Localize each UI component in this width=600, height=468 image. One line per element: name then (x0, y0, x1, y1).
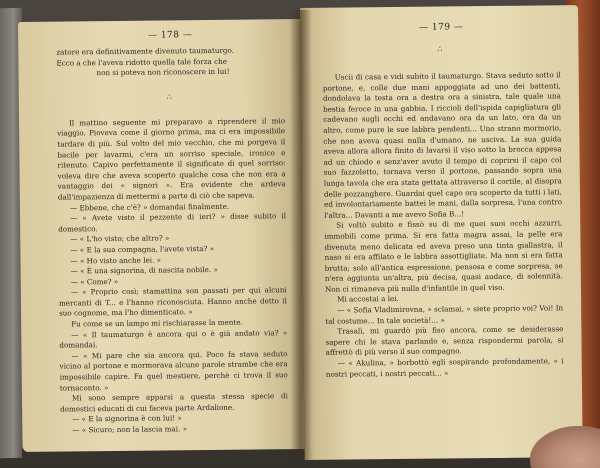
paragraph: — « Mi pare che sia ancora qui. Poco fa stava seduto vicino al portone e mormorava alcune parole strambe che era impossibile capire. Fa quel mestiere, perchè ci trova il suo tornaconto. » (59, 349, 288, 393)
book-gutter (290, 10, 312, 460)
paragraph: — « Sofia Vladimirovna, » sclamai, « siete proprio voi? Voi! In tal costume... In tale società!... » (325, 303, 564, 326)
paragraph: — « Come? » (70, 276, 119, 287)
left-body-text (57, 116, 288, 436)
right-page-number: — 179 — (418, 22, 464, 33)
paragraph: Si voltò subito e fissò su di me quei suoi occhi azzurri, immobili come prima. Si era fatta magra assai, la pelle era divenuta meno delicata ed aveva preso una tinta giallastra, il naso si era affilato e le labbra assottigliate. Ma non si era fatta brutta; solo all'antica espressione, pensosa e come sorpresa, se n'era aggiunta un'altra, più decisa, quasi audace, di solennità. Non ci rimaneva più nulla d'infantile in quel viso. (324, 218, 563, 294)
thumb (530, 426, 600, 468)
text-line: zatore era definitivamente divenuto taumaturgo. (56, 45, 235, 57)
text-line: Ecco a che l'aveva ridotto quella tale forza che (56, 56, 228, 68)
paragraph: — « E la sua compagna, l'avete vista? » (70, 243, 215, 255)
paragraph: — « Ho visto anche lei. » (70, 255, 162, 265)
section-separator: ∴ (437, 44, 446, 54)
paragraph: Fu come se un lampo mi rischiarasse la mente. (71, 317, 243, 329)
left-top-lines (56, 45, 284, 79)
paragraph: — « L'ho visto; che altro? » (70, 233, 170, 244)
paragraph: — « Akulina, » borbottò egli sospirando profondamente, « i nostri peccati, i nostri peccati... » (325, 356, 564, 379)
paragraph: — « Avete visto il pezzente di ieri? » disse subito il domestico. (58, 211, 287, 234)
text-line: non si poteva non riconoscere in lui! (96, 66, 230, 78)
right-body-text (323, 70, 564, 380)
paragraph: — « Il taumaturgo è ancora qui o è già andato via? » domandai. (59, 327, 288, 350)
section-separator: ∴ (166, 92, 175, 102)
left-page-number: — 178 — (147, 30, 193, 41)
right-page (300, 5, 583, 460)
paragraph: Il mattino seguente mi preparavo a riprendere il mio viaggio. Pioveva come il giorno prima, ma ci era impossibile tardare di più. Sul volto del mio vecchio, che mi porgeva il bacile per lavarmi, c'era un sorriso speciale, ironico e ritenuto. Capivo perfettamente il significato di quel sorriso: voleva dire che aveva scoperto qualche cosa che non era a vantaggio dei « signori ». Era evidente che ardeva dall'impazienza di mettermi a parte di ciò che sapeva. (57, 115, 286, 202)
right-page-content (322, 21, 564, 380)
paragraph: — « E la signorina è con lui! » (72, 413, 182, 424)
paragraph: Mi accostai a lei. (337, 294, 399, 305)
paragraph: — « Sicuro; non la lascia mai. » (72, 424, 188, 435)
paragraph: — « È una signorina, di nascita nobile. » (70, 265, 218, 276)
paragraph: Mi sono sempre apparsi a questa stessa specie di domestici educati di cui faceva parte Ardalione. (60, 391, 288, 414)
paragraph: — Ebbene, che c'è? » domandai finalmente. (69, 201, 230, 212)
paragraph: Uscii di casa e vidi subito il taumaturgo. Stava seduto sotto il portone, e, colle due mani appoggiate ad uno dei battenti, dondolava la testa ora a destra ora a sinistra, tale quale una bestia feroce in una gabbia. I riccioli dell'ispida capigliatura gli cadevano sugli occhi ed andavano ora da un lato, ora da un altro, come pure le sue labbra pendenti... Uno strano mormorio, che non aveva quasi nulla d'umano, ne usciva. La sua guida aveva allora allora finito di lavarsi il viso sotto la brocca appesa ad un chiodo e senz'aver avuto il tempo di coprirsi il capo col suo fazzoletto, tornava verso il portone, passando sopra una lunga tavola che era stata gettata attraverso il cortile, al disopra delle pozzanghere. Guardai quel capo ora scoperto da tutti i lati, ed involontariamente battei le mani, dalla sorpresa, l'una contro l'altra... Davanti a me avevo Sofia B...! (322, 70, 563, 220)
paragraph: Trasalì, mi guardò più fiso ancora, come se desiderasse sapere chi le stava parlando e, senza rispondermi parola, si affrettò di più verso il suo compagno. (325, 324, 564, 358)
left-page (18, 19, 304, 452)
paragraph: — « Proprio così; stamattina son passati per qui alcuni mercanti di T... e l'hanno riconosciuta. Hanno anche detto il suo cognome, ma l'ho dimenticato. » (58, 285, 287, 319)
left-page-content (56, 29, 288, 436)
